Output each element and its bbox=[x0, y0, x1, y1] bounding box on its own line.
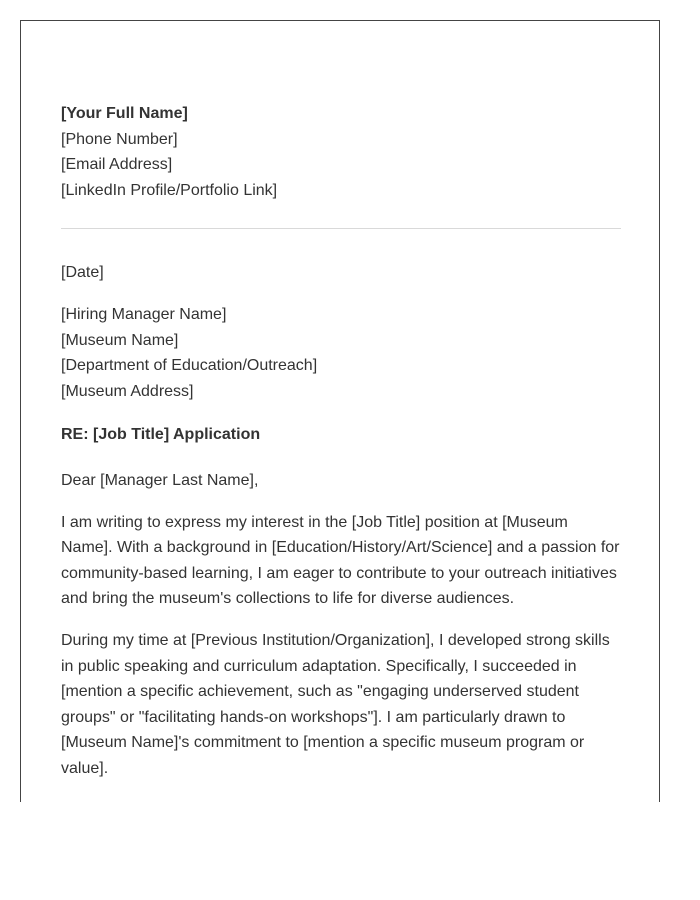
letter-content bbox=[61, 101, 621, 797]
body-paragraph-1: I am writing to express my interest in the [Job Title] position at [Museum Name]. With a background in [Education/History/Art/Science] and a passion for community-based learning, I am eager to contribute to your outreach initiatives and bring the museum's collections to life for diverse audiences. bbox=[61, 513, 620, 608]
salutation: Dear [Manager Last Name], bbox=[61, 471, 259, 489]
subject-line: RE: [Job Title] Application bbox=[61, 426, 261, 444]
sender-name: [Your Full Name] bbox=[61, 105, 188, 122]
recipient-department: [Department of Education/Outreach] bbox=[61, 357, 318, 375]
body-paragraph-2: During my time at [Previous Institution/Organization], I developed strong skills in public speaking and curriculum adaptation. Specifically, I succeeded in [mention a specific achievement, such as "engaging underserved student groups" or "facilitating hands-on workshops"]. I am particularly drawn to [Museum Name]'s commitment to [mention a specific museum program or value]. bbox=[61, 631, 610, 777]
sender-phone: [Phone Number] bbox=[61, 130, 178, 148]
letter-page bbox=[20, 20, 660, 802]
header-divider bbox=[61, 228, 621, 229]
sender-email: [Email Address] bbox=[61, 156, 173, 174]
letter-date: [Date] bbox=[61, 264, 104, 282]
recipient-block bbox=[61, 302, 621, 404]
sender-linkedin: [LinkedIn Profile/Portfolio Link] bbox=[61, 181, 278, 199]
recipient-address: [Museum Address] bbox=[61, 382, 194, 400]
recipient-manager: [Hiring Manager Name] bbox=[61, 305, 227, 323]
recipient-museum: [Museum Name] bbox=[61, 331, 179, 349]
sender-block bbox=[61, 101, 621, 203]
